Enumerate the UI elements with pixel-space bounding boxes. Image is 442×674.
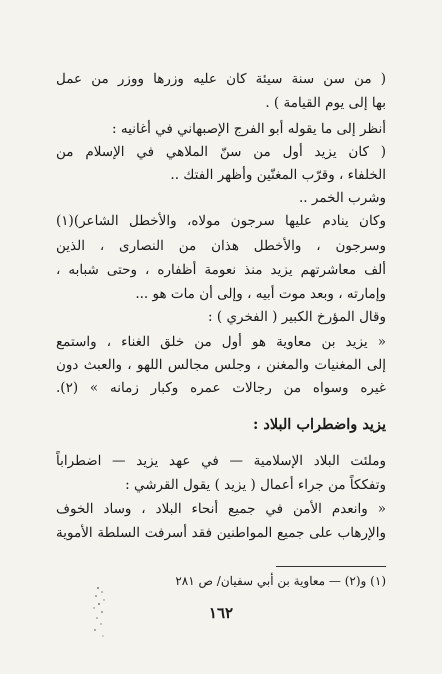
text-line: وشرب الخمر .. [299,190,386,206]
text-line: إلى المغنيات والمغنن ، وجلس مجالس اللهو ، والعبث دون [56,357,386,373]
paper-specks [52,580,112,670]
text-line: وسرجون ، والأخطل هذان من النصارى ، الذين [56,238,386,254]
text-line: وكان ينادم عليها سرجون مولاه، والأخطل الشاعر)(١) [56,213,386,229]
text-line: الخلفاء ، وقرّب المغنّين وأظهر الفتك .. [170,167,386,183]
text-line: غيره وسواه من رجالات عمره وكبار زمانه » (٢). [56,380,386,396]
text-line: « يزيد بن معاوية هو أول من خلق الغناء ، واستمع [56,334,386,350]
page-number: ١٦٢ [208,604,234,622]
text-line: « وانعدم الأمن في جميع أنحاء البلاد ، وساد الخوف [56,501,386,517]
text-line: وتفككاً من جراء أعمال ( يزيد ) يقول القرشي : [125,477,386,493]
text-line: والإرهاب على جميع المواطنين فقد أسرفت السلطة الأموية [56,525,386,541]
text-line: بها إلى يوم القيامة ) . [265,95,386,111]
text-line: أنظر إلى ما يقوله أبو الفرج الإصبهاني في أغانيه : [112,121,386,137]
footnote-rule [276,566,386,567]
footnote: (١) و(٢) — معاوية بن أبي سفيان/ ص ٢٨١ [175,574,386,588]
text-line: وقال المؤرخ الكبير ( الفخري ) : [208,309,386,325]
text-line: وإمارته ، وبعد موت أبيه ، وإلى أن مات هو ... [135,286,386,302]
text-line: ألف معاشرتهم يزيد منذ نعومة أظفاره ، وحتى شبابه ، [56,262,386,278]
text-line: وملئت البلاد الإسلامية — في عهد يزيد — اضطراباً [56,453,386,469]
text-line: ( كان يزيد أول من سنّ الملاهي في الإسلام من [56,144,386,160]
section-heading: يزيد واضطراب البلاد : [252,416,386,433]
text-line: ( من سن سنة سيئة كان عليه وزرها ووزر من عمل [56,71,386,87]
